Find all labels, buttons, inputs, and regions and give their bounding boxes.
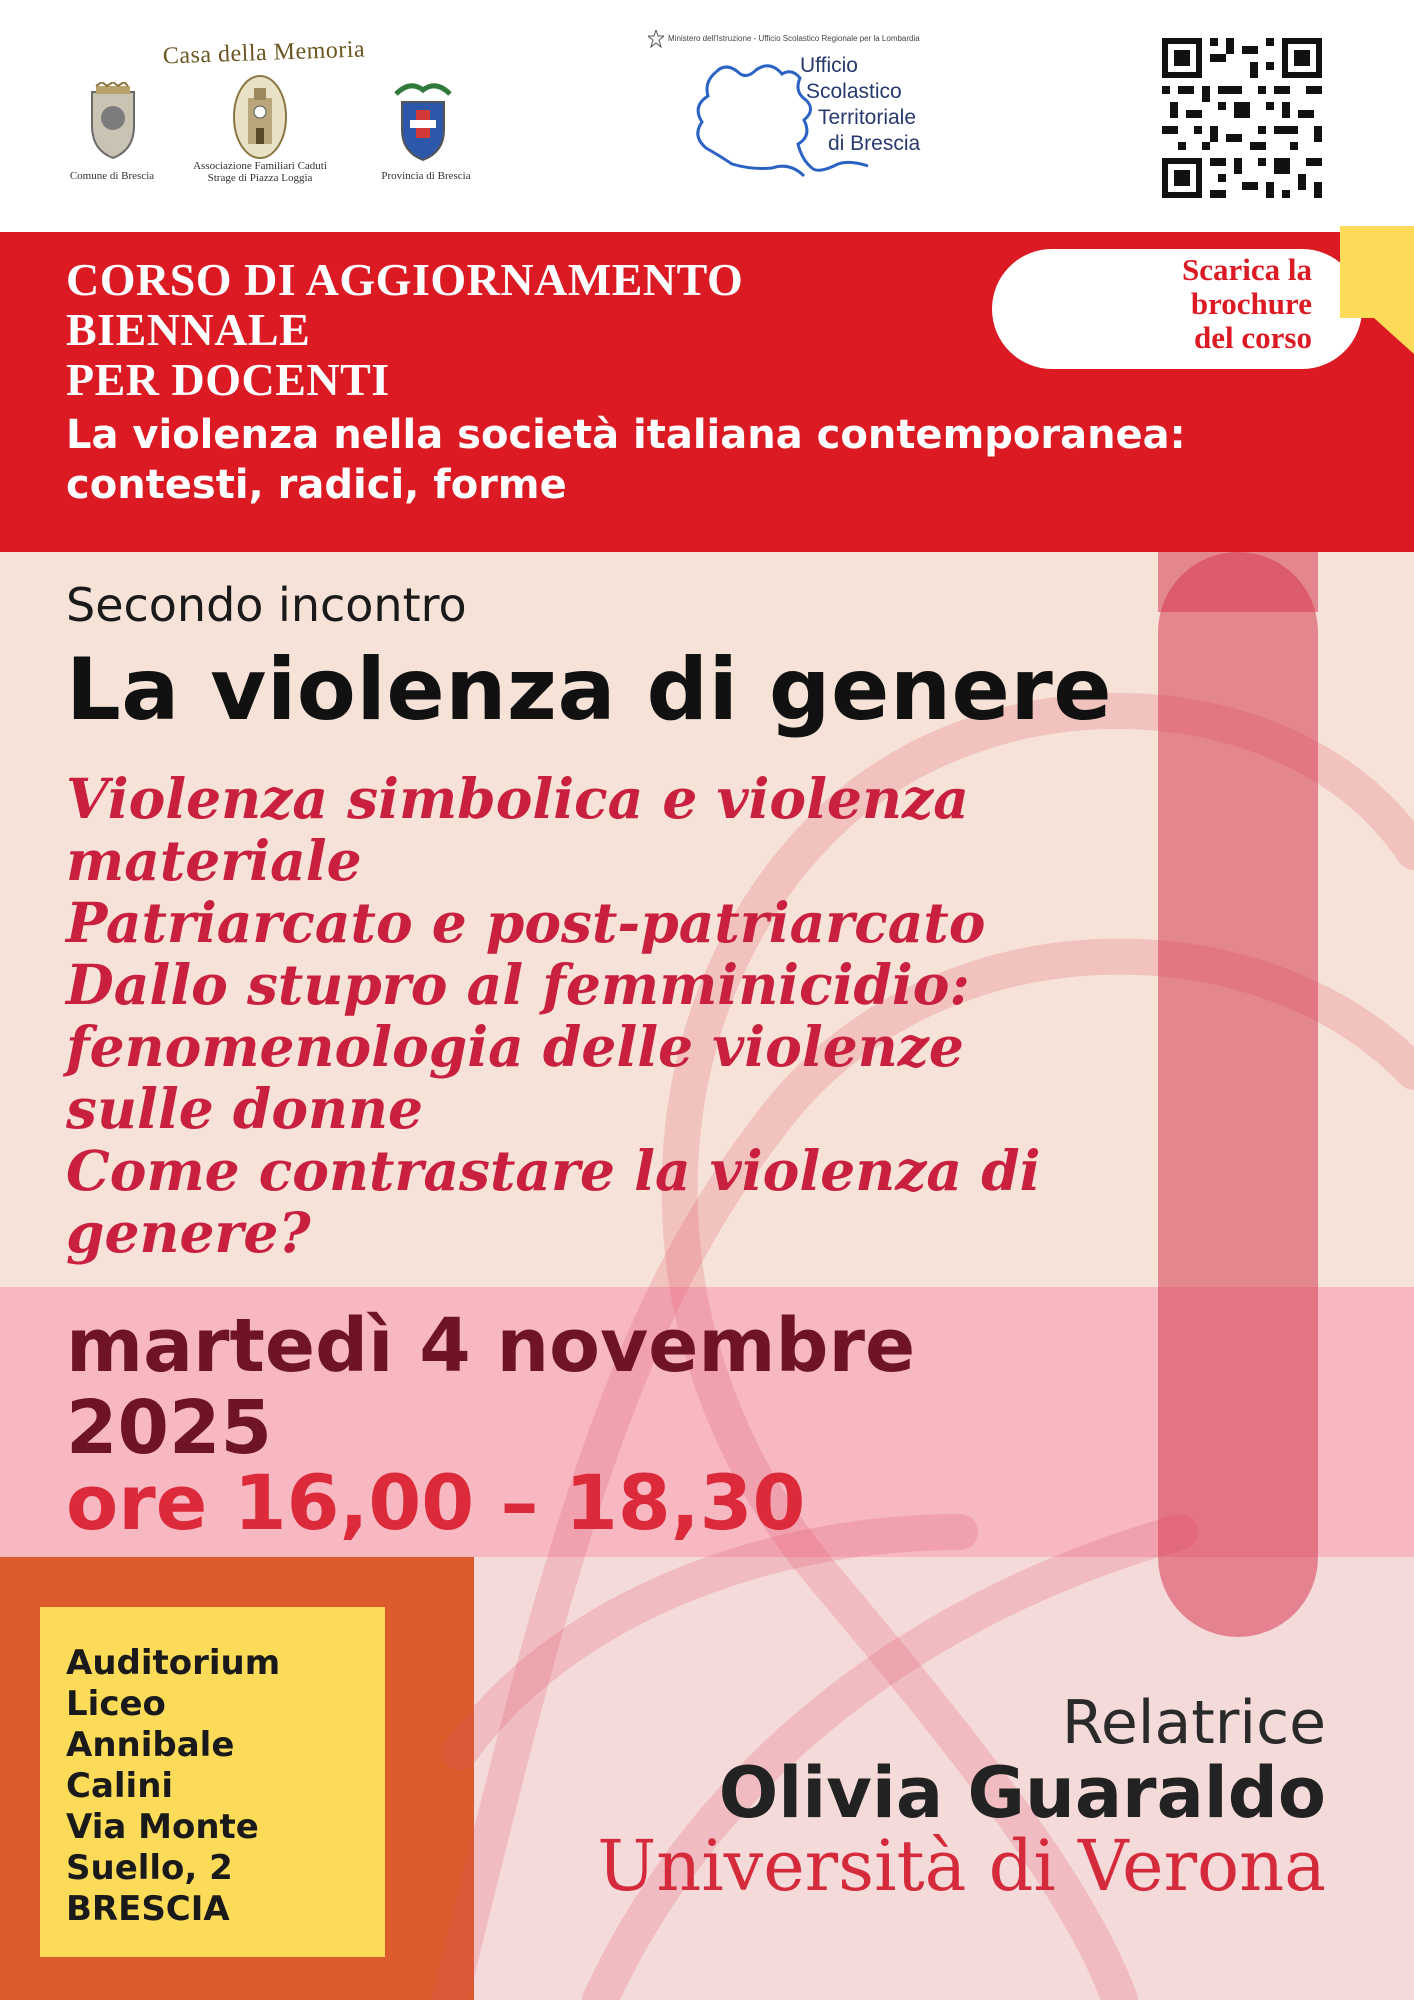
qr-code-icon[interactable] [1162,38,1322,198]
event-time: ore 16,00 – 18,30 [66,1458,806,1547]
speaker-affiliation: Università di Verona [597,1825,1326,1907]
speaker-label: Relatrice [1061,1688,1326,1758]
download-brochure-button[interactable] [992,249,1362,369]
course-subtitle-line-1: La violenza nella società italiana contemporanea: [66,412,1186,458]
speaker-name: Olivia Guaraldo [718,1752,1326,1834]
casa-della-memoria-title: Casa della Memoria [162,36,366,70]
topic-item: Dallo stupro al femminicidio: fenomenologia delle violenze sulle donne [66,952,970,1141]
meeting-label: Secondo incontro [66,578,467,632]
comune-crest-icon [78,82,148,162]
logo-caption-comune: Comune di Brescia [69,170,155,182]
ust-line-4: di Brescia [828,132,921,155]
bookmark-flag-icon [1330,226,1414,356]
ust-line-2: Scolastico [806,80,902,103]
ministry-line: Ministero dell'Istruzione - Ufficio Scolastico Regionale per la Lombardia [668,34,920,43]
download-brochure-label: Scarica la brochure del corso [1182,252,1312,355]
provincia-crest-icon [388,80,458,164]
course-title-line-2: BIENNALE [66,304,311,355]
course-title-line-3: PER DOCENTI [66,354,390,405]
loggia-tower-icon [232,74,288,160]
ust-line-3: Territoriale [818,106,917,129]
logo-caption-provincia: Provincia di Brescia [381,170,471,182]
header-logos [0,0,1414,232]
topic-item: Patriarcato e post-patriarcato [66,890,986,955]
logo-caption-associazione: Associazione Familiari Caduti Strage di Piazza Loggia [193,160,327,184]
venue-box [40,1607,385,1957]
event-date: martedì 4 novembre 2025 [66,1303,916,1471]
ust-line-1: Ufficio [800,54,858,77]
course-title-line-1: CORSO DI AGGIORNAMENTO [66,254,744,305]
italian-republic-emblem-icon [648,30,664,48]
venue-address: Auditorium Liceo Annibale Calini Via Monte Suello, 2 BRESCIA [66,1643,281,1929]
course-subtitle-line-2: contesti, radici, forme [66,462,567,508]
topic-item: Come contrastare la violenza di genere? [66,1138,1041,1265]
topic-item: Violenza simbolica e violenza materiale [66,766,969,893]
meeting-title: La violenza di genere [66,640,1113,740]
topics-list [66,768,1116,1264]
